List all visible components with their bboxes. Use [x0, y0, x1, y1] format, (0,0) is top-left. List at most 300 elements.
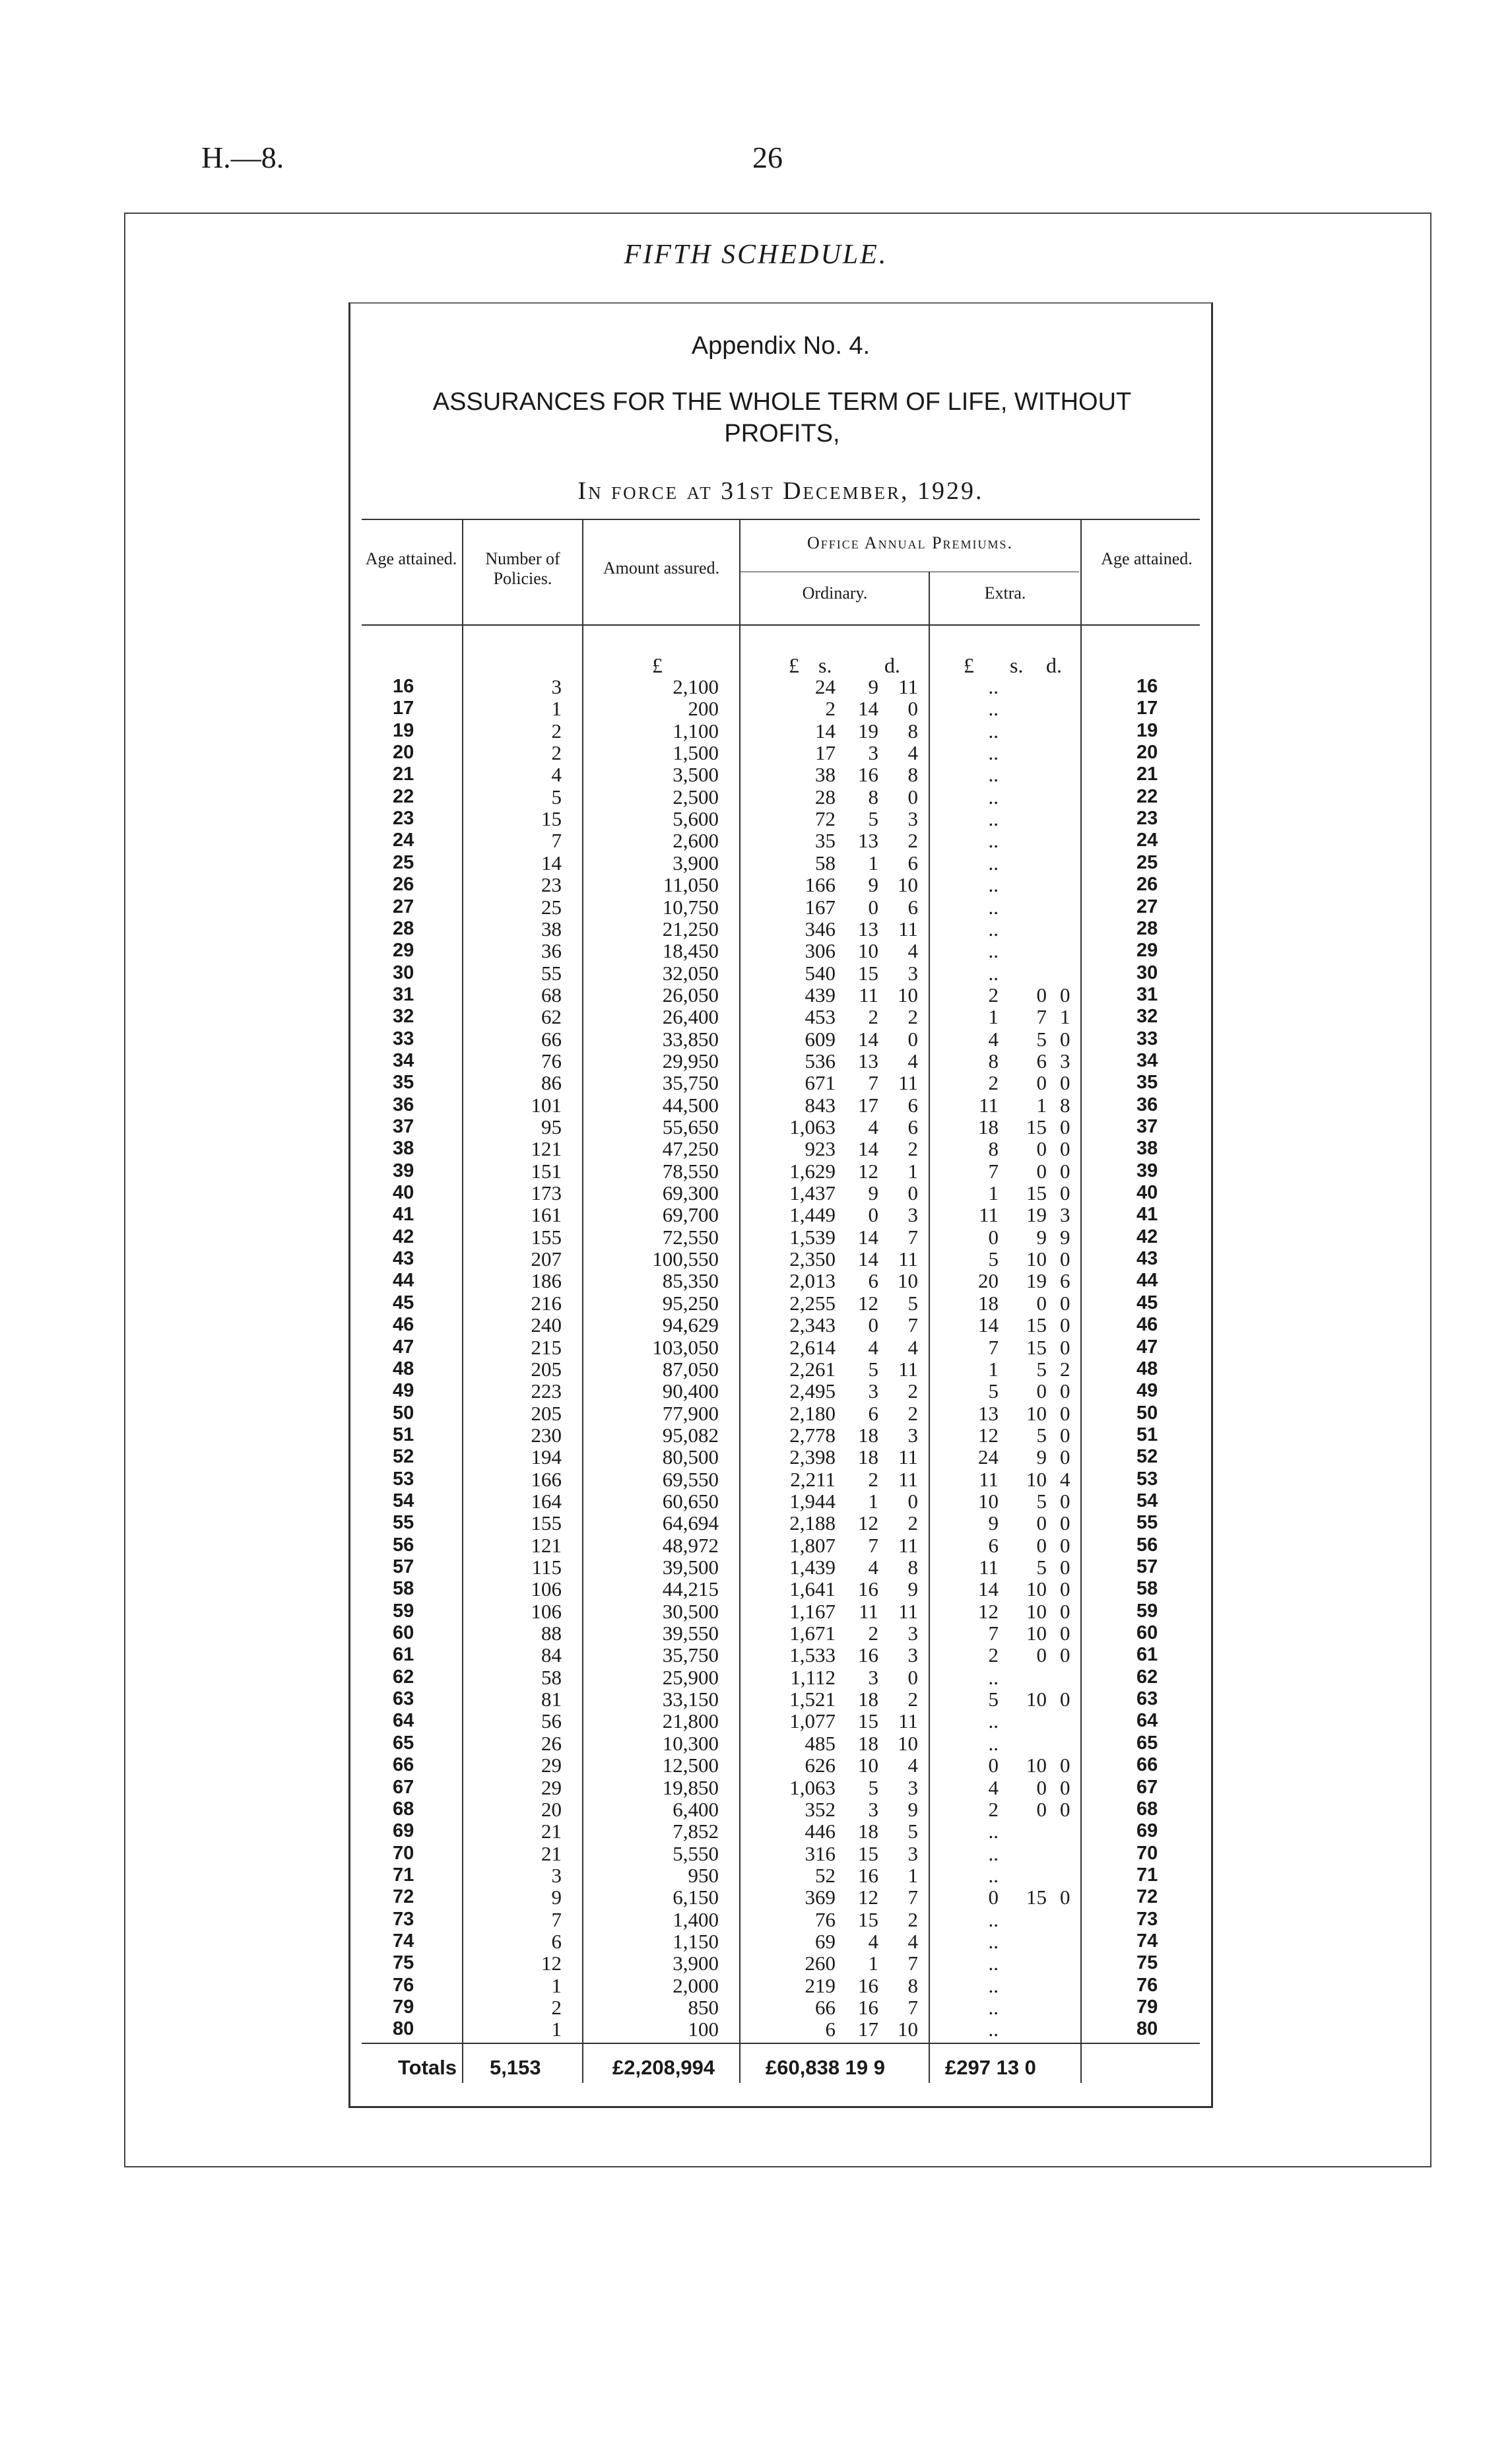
extra-pence: 0 — [1060, 1797, 1070, 1821]
age-attained-right: 29 — [1136, 940, 1158, 962]
extra-pence: 0 — [1060, 1027, 1070, 1051]
ordinary-shillings: 11 — [859, 983, 878, 1006]
policy-count: 55 — [541, 961, 562, 985]
ordinary-pounds: 609 — [805, 1027, 836, 1051]
age-attained: 44 — [393, 1270, 414, 1292]
extra-pounds: 4 — [988, 1027, 999, 1051]
extra-pounds: 2 — [988, 1797, 999, 1821]
schedule-title: FIFTH SCHEDULE. — [624, 240, 888, 270]
table-row — [0, 1930, 1512, 1952]
extra-pounds: 1 — [988, 1181, 999, 1205]
ordinary-pence: 3 — [907, 807, 918, 831]
table-row — [0, 1380, 1512, 1402]
ordinary-pence: 0 — [907, 697, 918, 721]
table-row — [0, 1622, 1512, 1644]
age-attained-right: 37 — [1136, 1116, 1158, 1137]
policy-count: 21 — [541, 1841, 562, 1865]
age-attained-right: 74 — [1136, 1930, 1158, 1952]
totals-policies: 5,153 — [490, 2056, 541, 2079]
ordinary-pounds: 14 — [815, 719, 836, 742]
amount-assured: 3,500 — [673, 763, 719, 787]
age-attained: 25 — [393, 851, 414, 873]
age-attained: 79 — [393, 1996, 414, 2018]
policy-count: 9 — [551, 1886, 562, 1909]
policy-count: 56 — [541, 1709, 562, 1733]
extra-pounds: 0 — [988, 1225, 999, 1249]
ordinary-pounds: 2,188 — [789, 1511, 836, 1535]
amount-assured: 29,950 — [662, 1049, 719, 1072]
table-row — [0, 764, 1512, 785]
age-attained: 49 — [393, 1380, 414, 1402]
amount-assured: 1,150 — [673, 1929, 719, 1953]
ordinary-shillings: 6 — [868, 1269, 878, 1293]
ordinary-pence: 7 — [907, 1952, 918, 1975]
ordinary-pounds: 66 — [815, 1996, 836, 2019]
age-attained-right: 59 — [1136, 1600, 1158, 1622]
table-row — [0, 1138, 1512, 1160]
ordinary-pounds: 352 — [805, 1797, 836, 1821]
ordinary-pence: 1 — [907, 1863, 918, 1887]
policy-count: 81 — [541, 1688, 562, 1711]
ordinary-pounds: 346 — [805, 917, 836, 940]
extra-pounds: 11 — [979, 1093, 999, 1117]
policy-count: 2 — [551, 1996, 562, 2019]
ordinary-pounds: 24 — [815, 675, 836, 698]
ordinary-pence: 11 — [898, 1533, 918, 1557]
age-attained: 59 — [393, 1600, 414, 1622]
ordinary-pounds: 1,629 — [789, 1159, 836, 1183]
age-attained: 31 — [393, 983, 414, 1005]
age-attained: 36 — [393, 1094, 414, 1115]
extra-shillings: 0 — [1036, 1775, 1047, 1799]
extra-shillings: 10 — [1026, 1622, 1047, 1645]
extra-pounds: 18 — [978, 1291, 999, 1315]
age-attained: 39 — [393, 1160, 414, 1181]
extra-pounds: 5 — [988, 1379, 999, 1403]
table-row — [0, 1006, 1512, 1028]
extra-pence: 0 — [1060, 1754, 1070, 1777]
amount-assured: 103,050 — [652, 1335, 719, 1359]
ordinary-pence: 3 — [907, 1622, 918, 1645]
extra-pence: 3 — [1060, 1049, 1070, 1072]
ordinary-shillings: 5 — [868, 1357, 878, 1381]
amount-assured: 87,050 — [662, 1357, 719, 1381]
extra-pounds: 2 — [988, 983, 999, 1006]
age-attained: 76 — [393, 1974, 414, 1996]
age-attained: 22 — [393, 785, 414, 807]
ordinary-pence: 2 — [907, 1688, 918, 1711]
amount-assured: 30,500 — [662, 1599, 719, 1623]
ordinary-pounds: 1,063 — [789, 1775, 836, 1799]
extra-pence: 0 — [1060, 1775, 1070, 1799]
age-attained-right: 42 — [1136, 1226, 1158, 1247]
age-attained-right: 25 — [1136, 851, 1158, 873]
age-attained: 51 — [393, 1424, 414, 1445]
ordinary-pounds: 2,343 — [789, 1313, 836, 1337]
ordinary-pounds: 1,533 — [789, 1643, 836, 1667]
ordinary-pence: 6 — [907, 1115, 918, 1138]
ordinary-pence: 10 — [898, 983, 918, 1006]
age-attained: 27 — [393, 896, 414, 917]
amount-assured: 95,082 — [662, 1423, 719, 1447]
extra-pounds: .. — [988, 1929, 999, 1953]
table-row — [0, 1270, 1512, 1292]
extra-pounds: 7 — [988, 1159, 999, 1183]
ordinary-pounds: 1,449 — [789, 1203, 836, 1227]
age-attained: 52 — [393, 1446, 414, 1468]
extra-pence: 8 — [1060, 1093, 1070, 1117]
table-row — [0, 918, 1512, 940]
extra-pence: 0 — [1060, 1137, 1070, 1161]
extra-pounds: .. — [988, 1952, 999, 1975]
ordinary-pence: 10 — [898, 1269, 918, 1293]
amount-assured: 72,550 — [662, 1225, 719, 1249]
ordinary-pounds: 1,439 — [789, 1556, 836, 1579]
age-attained-right: 58 — [1136, 1578, 1158, 1600]
ordinary-pence: 11 — [898, 1071, 918, 1095]
ordinary-pence: 7 — [907, 1313, 918, 1337]
policy-count: 106 — [531, 1599, 562, 1623]
amount-assured: 2,100 — [673, 675, 719, 698]
table-row — [0, 698, 1512, 719]
extra-pence: 3 — [1060, 1203, 1070, 1227]
ordinary-pence: 8 — [907, 763, 918, 787]
extra-shillings: 5 — [1036, 1357, 1047, 1381]
ordinary-shillings: 1 — [868, 1489, 878, 1513]
ordinary-shillings: 2 — [868, 1005, 878, 1029]
ordinary-pence: 11 — [898, 1709, 918, 1733]
policy-count: 7 — [551, 1907, 562, 1931]
ordinary-pounds: 167 — [805, 895, 836, 919]
policy-count: 101 — [531, 1093, 562, 1117]
age-attained: 67 — [393, 1776, 414, 1798]
ordinary-shillings: 3 — [868, 1797, 878, 1821]
age-attained-right: 26 — [1136, 874, 1158, 896]
extra-pence: 1 — [1060, 1005, 1070, 1029]
table-row — [0, 1886, 1512, 1908]
extra-pounds: .. — [988, 829, 999, 853]
policy-count: 121 — [531, 1137, 562, 1161]
ordinary-pounds: 626 — [805, 1754, 836, 1777]
amount-assured: 60,650 — [662, 1489, 719, 1513]
totals-label: Totals — [398, 2056, 457, 2079]
age-attained: 37 — [393, 1116, 414, 1137]
age-attained-right: 35 — [1136, 1072, 1158, 1094]
ordinary-pounds: 72 — [815, 807, 836, 831]
ordinary-shillings: 16 — [858, 1863, 878, 1887]
age-attained-right: 27 — [1136, 896, 1158, 917]
age-attained-right: 80 — [1136, 2018, 1158, 2040]
age-attained-right: 72 — [1136, 1886, 1158, 1908]
policy-count: 205 — [531, 1357, 562, 1381]
ordinary-pence: 2 — [907, 1511, 918, 1535]
age-attained-right: 50 — [1136, 1402, 1158, 1424]
policy-count: 205 — [531, 1401, 562, 1425]
extra-pounds: 14 — [978, 1577, 999, 1601]
table-row — [0, 1909, 1512, 1930]
age-attained-right: 33 — [1136, 1028, 1158, 1049]
age-attained-right: 62 — [1136, 1666, 1158, 1688]
age-attained: 53 — [393, 1468, 414, 1490]
age-attained: 43 — [393, 1248, 414, 1270]
extra-pounds: 7 — [988, 1335, 999, 1359]
ordinary-pence: 11 — [898, 1599, 918, 1623]
ordinary-pence: 7 — [907, 1225, 918, 1249]
table-row — [0, 984, 1512, 1006]
ordinary-pounds: 1,437 — [789, 1181, 836, 1205]
ordinary-shillings: 12 — [858, 1159, 878, 1183]
ordinary-shillings: 0 — [868, 1313, 878, 1337]
table-row — [0, 1864, 1512, 1886]
amount-unit: £ — [652, 653, 663, 677]
extra-pounds: 11 — [979, 1467, 999, 1491]
extra-shillings: 10 — [1026, 1688, 1047, 1711]
ordinary-pounds: 76 — [815, 1907, 836, 1931]
ordinary-pence: 11 — [898, 1247, 918, 1271]
age-attained: 34 — [393, 1049, 414, 1071]
extra-pence: 0 — [1060, 1577, 1070, 1601]
ordinary-shillings: 3 — [868, 1665, 878, 1689]
ordinary-pence: 8 — [907, 1556, 918, 1579]
extra-pounds: .. — [988, 851, 999, 874]
totals-amount: £2,208,994 — [612, 2056, 715, 2079]
table-row — [0, 1996, 1512, 2018]
col-head-premiums: Office Annual Premiums. — [806, 533, 1014, 552]
age-attained: 23 — [393, 808, 414, 830]
ordinary-pounds: 6 — [825, 2018, 836, 2041]
age-attained: 65 — [393, 1732, 414, 1754]
ordinary-shillings: 15 — [858, 1907, 878, 1931]
ordinary-pounds: 446 — [805, 1820, 836, 1843]
ordinary-pounds: 1,077 — [789, 1709, 836, 1733]
amount-assured: 33,150 — [662, 1688, 719, 1711]
extra-shillings: 1 — [1036, 1093, 1047, 1117]
totals-ordinary: £60,838 19 9 — [766, 2056, 886, 2079]
table-row — [0, 1710, 1512, 1732]
policy-count: 121 — [531, 1533, 562, 1557]
extra-pounds: .. — [988, 895, 999, 919]
table-row — [0, 1204, 1512, 1226]
amount-assured: 10,300 — [662, 1731, 719, 1755]
ordinary-shillings: 14 — [858, 1137, 878, 1161]
age-attained-right: 52 — [1136, 1446, 1158, 1468]
extra-pounds: .. — [988, 1841, 999, 1865]
age-attained: 80 — [393, 2018, 414, 2040]
age-attained: 56 — [393, 1534, 414, 1556]
ordinary-pounds: 2 — [825, 697, 836, 721]
extra-pence: 0 — [1060, 1181, 1070, 1205]
extra-pounds: 14 — [978, 1313, 999, 1337]
age-attained: 28 — [393, 917, 414, 939]
age-attained-right: 39 — [1136, 1160, 1158, 1181]
ordinary-shillings: 5 — [868, 1775, 878, 1799]
col-head-age-right: Age attained. — [1101, 549, 1193, 568]
table-row — [0, 940, 1512, 962]
table-row — [0, 1248, 1512, 1270]
amount-assured: 78,550 — [662, 1159, 719, 1183]
age-attained-right: 45 — [1136, 1292, 1158, 1313]
extra-pounds: 6 — [988, 1533, 999, 1557]
extra-pounds: 4 — [988, 1775, 999, 1799]
ordinary-pounds: 306 — [805, 939, 836, 963]
extra-shillings: 0 — [1036, 1533, 1047, 1557]
amount-assured: 5,600 — [673, 807, 719, 831]
table-row — [0, 1666, 1512, 1688]
extra-shillings: 5 — [1036, 1556, 1047, 1579]
age-attained: 29 — [393, 940, 414, 962]
extra-pounds: .. — [988, 873, 999, 897]
ordinary-pence: 0 — [907, 1027, 918, 1051]
amount-assured: 35,750 — [662, 1643, 719, 1667]
ordinary-pounds: 2,350 — [789, 1247, 836, 1271]
extra-pounds: .. — [988, 675, 999, 698]
ordinary-pounds: 485 — [805, 1731, 836, 1755]
extra-shillings: 0 — [1036, 983, 1047, 1006]
amount-assured: 7,852 — [673, 1820, 719, 1843]
policy-count: 20 — [541, 1797, 562, 1821]
extra-pence: 0 — [1060, 1643, 1070, 1667]
ordinary-pence: 8 — [907, 1973, 918, 1997]
amount-assured: 44,215 — [662, 1577, 719, 1601]
ordinary-shillings: 15 — [858, 1709, 878, 1733]
table-row — [0, 1072, 1512, 1094]
ordinary-pence: 3 — [907, 1423, 918, 1447]
amount-assured: 25,900 — [662, 1665, 719, 1689]
policy-count: 66 — [541, 1027, 562, 1051]
extra-pence: 0 — [1060, 1379, 1070, 1403]
ordinary-pounds: 1,112 — [790, 1665, 836, 1689]
ordinary-pence: 3 — [907, 1775, 918, 1799]
totals-extra: £297 13 0 — [945, 2056, 1036, 2079]
amount-assured: 3,900 — [673, 851, 719, 874]
table-row — [0, 1534, 1512, 1556]
age-attained-right: 73 — [1136, 1908, 1158, 1930]
extra-pounds: .. — [988, 961, 999, 985]
amount-assured: 2,000 — [673, 1973, 719, 1997]
extra-shillings: 9 — [1036, 1445, 1047, 1469]
ordinary-pounds: 2,255 — [789, 1291, 836, 1315]
amount-assured: 33,850 — [662, 1027, 719, 1051]
table-row — [0, 676, 1512, 698]
amount-assured: 11,050 — [663, 873, 719, 897]
age-attained-right: 49 — [1136, 1380, 1158, 1402]
age-attained-right: 40 — [1136, 1182, 1158, 1204]
table-row — [0, 1820, 1512, 1842]
table-row — [0, 1777, 1512, 1798]
policy-count: 95 — [541, 1115, 562, 1138]
extra-pounds: 2 — [988, 1643, 999, 1667]
table-row — [0, 1732, 1512, 1754]
age-attained: 55 — [393, 1512, 414, 1534]
age-attained: 35 — [393, 1072, 414, 1094]
ordinary-pounds: 1,063 — [789, 1115, 836, 1138]
ordinary-pence: 0 — [907, 1665, 918, 1689]
policy-count: 23 — [541, 873, 562, 897]
age-attained: 66 — [393, 1754, 414, 1776]
ordinary-pence: 2 — [907, 1005, 918, 1029]
ordinary-shillings: 13 — [858, 829, 878, 853]
age-attained-right: 54 — [1136, 1490, 1158, 1511]
ordinary-shillings: 1 — [868, 1952, 878, 1975]
policy-count: 115 — [531, 1556, 562, 1579]
age-attained-right: 69 — [1136, 1820, 1158, 1842]
amount-assured: 100 — [688, 2018, 719, 2041]
policy-count: 7 — [551, 829, 562, 853]
age-attained-right: 65 — [1136, 1732, 1158, 1754]
amount-assured: 85,350 — [662, 1269, 719, 1293]
ordinary-pence: 7 — [907, 1996, 918, 2019]
table-row — [0, 1446, 1512, 1468]
ordinary-pounds: 2,614 — [789, 1335, 836, 1359]
extra-pence: 0 — [1060, 1489, 1070, 1513]
extra-pence: 0 — [1060, 1556, 1070, 1579]
extra-shillings: 0 — [1036, 1511, 1047, 1535]
policy-count: 62 — [541, 1005, 562, 1029]
ordinary-pounds: 1,641 — [789, 1577, 836, 1601]
extra-shillings: 0 — [1036, 1797, 1047, 1821]
ordinary-pounds: 1,671 — [789, 1622, 836, 1645]
policy-count: 215 — [531, 1335, 562, 1359]
ordinary-shillings: 0 — [868, 1203, 878, 1227]
amount-assured: 21,250 — [662, 917, 719, 940]
ordinary-shillings: 16 — [858, 1996, 878, 2019]
extra-pence: 2 — [1060, 1357, 1070, 1381]
extra-pounds: .. — [988, 763, 999, 787]
amount-assured: 1,500 — [673, 741, 719, 765]
amount-assured: 200 — [688, 697, 719, 721]
extra-pence: 0 — [1060, 1313, 1070, 1337]
ordinary-shillings: 3 — [868, 741, 878, 765]
age-attained-right: 21 — [1136, 764, 1158, 785]
table-row — [0, 1512, 1512, 1534]
extra-pounds: .. — [988, 1731, 999, 1755]
ordinary-shillings: 17 — [858, 2018, 878, 2041]
appendix-heading: Appendix No. 4. — [691, 332, 871, 360]
ordinary-shillings: 10 — [858, 939, 878, 963]
ordinary-pence: 4 — [907, 1754, 918, 1777]
amount-assured: 6,150 — [673, 1886, 719, 1909]
amount-assured: 1,100 — [673, 719, 719, 742]
extra-pounds: .. — [988, 1820, 999, 1843]
amount-assured: 12,500 — [662, 1754, 719, 1777]
age-attained: 40 — [393, 1182, 414, 1204]
table-row — [0, 896, 1512, 918]
ordinary-shillings: 12 — [858, 1886, 878, 1909]
ordinary-pounds: 439 — [805, 983, 836, 1006]
table-row — [0, 1358, 1512, 1380]
extra-pounds: .. — [988, 917, 999, 940]
amount-assured: 69,700 — [662, 1203, 719, 1227]
age-attained-right: 38 — [1136, 1138, 1158, 1160]
age-attained: 60 — [393, 1622, 414, 1644]
ordinary-shillings: 2 — [868, 1622, 878, 1645]
ordinary-pence: 10 — [898, 1731, 918, 1755]
ordinary-shillings: 18 — [858, 1688, 878, 1711]
ordinary-pence: 2 — [907, 1907, 918, 1931]
age-attained: 73 — [393, 1908, 414, 1930]
amount-assured: 5,550 — [673, 1841, 719, 1865]
extra-pounds: 1 — [988, 1357, 999, 1381]
table-row — [0, 1292, 1512, 1314]
ordinary-shillings: 2 — [868, 1467, 878, 1491]
amount-assured: 19,850 — [662, 1775, 719, 1799]
extra-shillings: 10 — [1026, 1754, 1047, 1777]
amount-assured: 1,400 — [673, 1907, 719, 1931]
ordinary-pence: 4 — [907, 939, 918, 963]
ordinary-shillings: 0 — [868, 895, 878, 919]
extra-pounds: .. — [988, 807, 999, 831]
extra-shillings: 0 — [1036, 1643, 1047, 1667]
